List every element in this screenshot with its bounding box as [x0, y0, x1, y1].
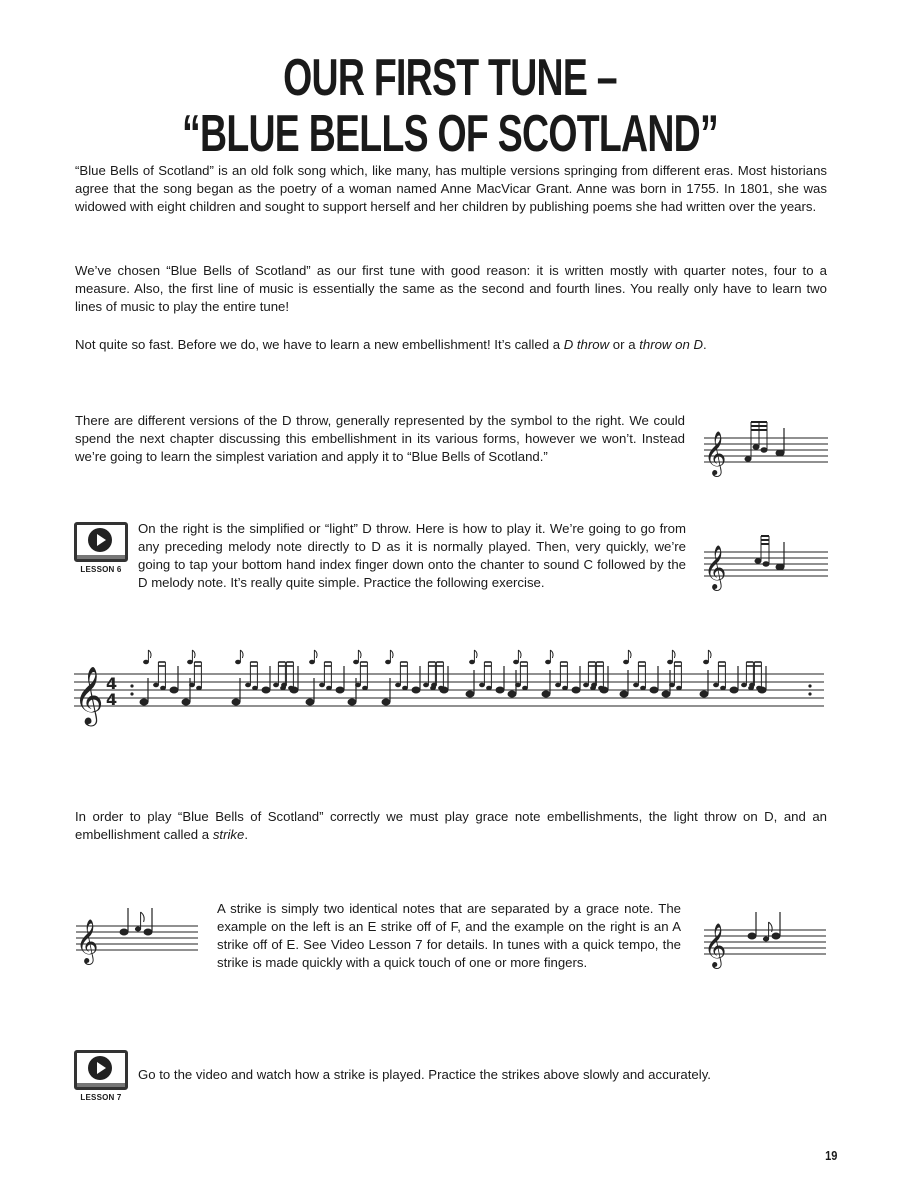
- d-throw-versions-paragraph: There are different versions of the D throw, generally represented by the symbol to the right. We could spend the next chapter discussing this embellishment in its various forms, however we won’t. Instead we’re going to learn the simplest variation and apply it to “Blue Bells of Scotland.”: [75, 413, 685, 464]
- d-throw-intro-paragraph: Not quite so fast. Before we do, we have to learn a new embellishment! It’s called a D throw or a throw on D.: [75, 337, 707, 352]
- e-strike-staff: [72, 902, 202, 974]
- exercise-staff: [72, 648, 832, 728]
- video-play-icon: [74, 1050, 128, 1090]
- lesson-6-label: LESSON 6: [80, 565, 122, 574]
- treble-clef-icon: 𝄞: [704, 431, 727, 475]
- intro-paragraph: “Blue Bells of Scotland” is an old folk song which, like many, has multiple versions springing from different eras. Most historians agree that the song began as the poetry of a woman named Anne MacVicar Grant. Anne was born in 1755. In 1801, she was widowed with eight children and sought to support herself and her children by publishing poems she had written over the years.: [75, 163, 827, 214]
- reason-paragraph: We’ve chosen “Blue Bells of Scotland” as our first tune with good reason: it is written mostly with quarter notes, four to a measure. Also, the first line of music is essentially the same as the second and fourth lines. You really only have to learn two lines of music to play the entire tune!: [75, 263, 827, 314]
- light-d-throw-paragraph: On the right is the simplified or “light” D throw. Here is how to play it. We’re going to go from any preceding melody note directly to D as it is normally played. Then, very quickly, we’re going to tap your bottom hand index finger down onto the chanter to sound C followed by the D melody note. It’s really quite simple. Practice the following exercise.: [138, 521, 686, 590]
- title-line-2: “BLUE BELLS OF SCOTLAND”: [182, 105, 718, 163]
- page-number: 19: [824, 1148, 837, 1163]
- exercise-notes: [140, 650, 766, 705]
- page-title: [126, 50, 774, 162]
- video-play-icon: [74, 522, 128, 562]
- treble-clef-icon: 𝄞: [704, 923, 727, 967]
- treble-clef-icon: 𝄞: [74, 666, 104, 724]
- treble-clef-icon: 𝄞: [704, 545, 727, 589]
- video-lesson-6-button[interactable]: [72, 522, 130, 574]
- embellishments-paragraph: In order to play “Blue Bells of Scotland” correctly we must play grace note embellishments, the light throw on D, and an embellishment called a strike.: [75, 809, 827, 842]
- treble-clef-icon: 𝄞: [76, 919, 99, 963]
- video-lesson-7-button[interactable]: [72, 1050, 130, 1102]
- strike-paragraph: A strike is simply two identical notes that are separated by a grace note. The example on the left is an E strike off of F, and the example on the right is an A strike off of E. See Video Lesson 7 for details. In tunes with a quick tempo, the strike is made quickly with a quick touch of one or more fingers.: [217, 901, 681, 970]
- lesson-7-label: LESSON 7: [80, 1093, 122, 1102]
- a-strike-staff: [700, 906, 830, 978]
- light-d-throw-staff: [700, 522, 830, 594]
- time-signature-top: 4: [106, 674, 118, 693]
- strike-video-paragraph: Go to the video and watch how a strike is played. Practice the strikes above slowly and accurately.: [138, 1067, 711, 1082]
- d-throw-symbol-staff: [700, 408, 830, 480]
- title-line-1: OUR FIRST TUNE –: [283, 49, 617, 107]
- time-signature-bottom: 4: [106, 690, 118, 709]
